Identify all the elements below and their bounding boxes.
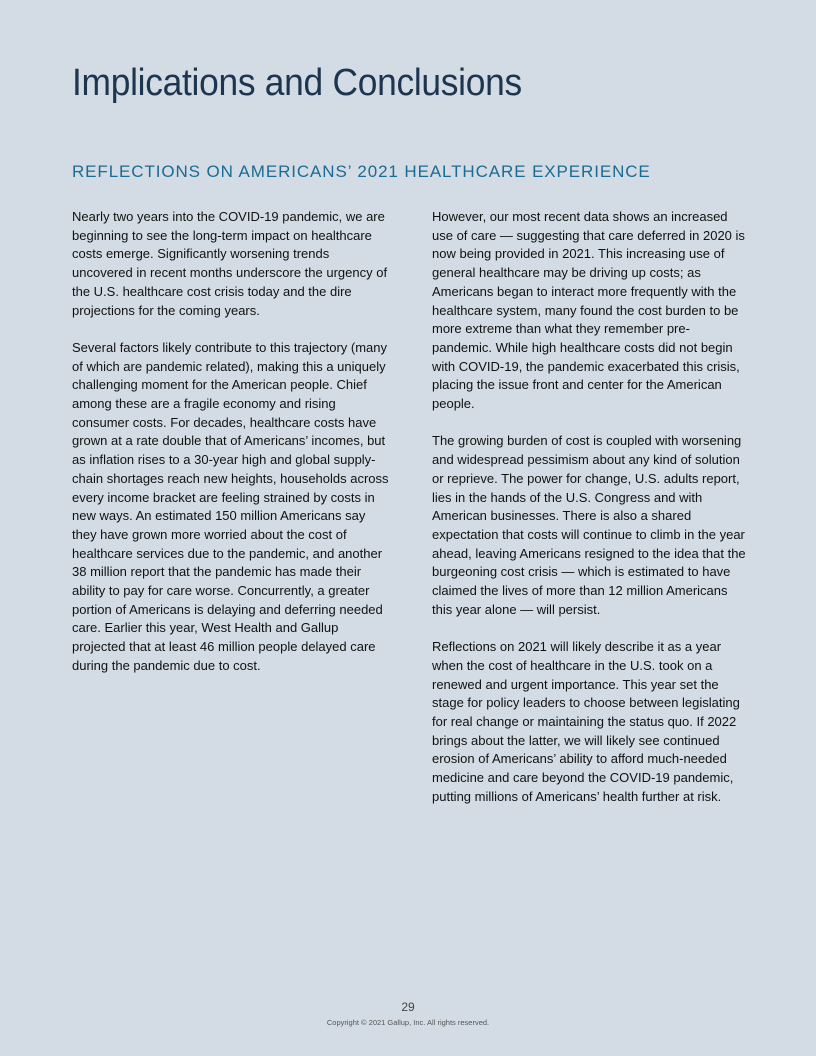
left-paragraph-1: Nearly two years into the COVID-19 pandemic, we are beginning to see the long-term impact on healthcare costs emerge. Significantly worsening trends uncovered in recent months underscore the urgency of the U.S. healthcare cost crisis today and the dire projections for the coming years. <box>72 209 388 318</box>
section-heading: REFLECTIONS ON AMERICANS’ 2021 HEALTHCARE EXPERIENCE <box>72 162 651 181</box>
right-paragraph-2: The growing burden of cost is coupled with worsening and widespread pessimism about any kind of solution or reprieve. The power for change, U.S. adults report, lies in the hands of the U.S. Congress and with American businesses. There is also a shared expectation that costs will continue to climb in the year ahead, leaving Americans resigned to the idea that the burgeoning cost crisis — which is estimated to have claimed the lives of more than 12 million Americans this year alone — will persist. <box>432 433 746 617</box>
left-column <box>72 208 390 694</box>
copyright-notice: Copyright © 2021 Gallup, Inc. All rights reserved. <box>326 1018 490 1027</box>
right-paragraph-1: However, our most recent data shows an increased use of care — suggesting that care deferred in 2020 is now being provided in 2021. This increasing use of general healthcare may be driving up costs; as Americans began to interact more frequently with the healthcare system, many found the cost burden to be more extreme than what they remember pre-pandemic. While high healthcare costs did not begin with COVID-19, the pandemic exacerbated this crisis, placing the issue front and center for the American people. <box>432 209 745 412</box>
left-paragraph-2: Several factors likely contribute to this trajectory (many of which are pandemic related), making this a uniquely challenging moment for the American people. Chief among these are a fragile economy and rising consumer costs. For decades, healthcare costs have grown at a rate double that of Americans’ incomes, but as inflation rises to a 30-year high and global supply-chain shortages reach new heights, households across every income bracket are feeling strained by costs in new ways. An estimated 150 million Americans say they have grown more worried about the cost of healthcare services due to the pandemic, and another 38 million report that the pandemic has made their ability to pay for care worse. Concurrently, a greater portion of Americans is delaying and deferring needed care. Earlier this year, West Health and Gallup projected that at least 46 million people delayed care during the pandemic due to cost. <box>72 339 389 673</box>
right-paragraph-3: Reflections on 2021 will likely describe it as a year when the cost of healthcare in the U.S. took on a renewed and urgent importance. This year set the stage for policy leaders to choose between legislating for real change or maintaining the status quo. If 2022 brings about the latter, we will likely see continued erosion of Americans’ ability to afford much-needed medicine and care beyond the COVID-19 pandemic, putting millions of Americans’ health further at risk. <box>432 639 740 804</box>
right-column <box>432 208 748 825</box>
page-number: 29 <box>401 1000 415 1014</box>
page-title: Implications and Conclusions <box>72 62 522 104</box>
